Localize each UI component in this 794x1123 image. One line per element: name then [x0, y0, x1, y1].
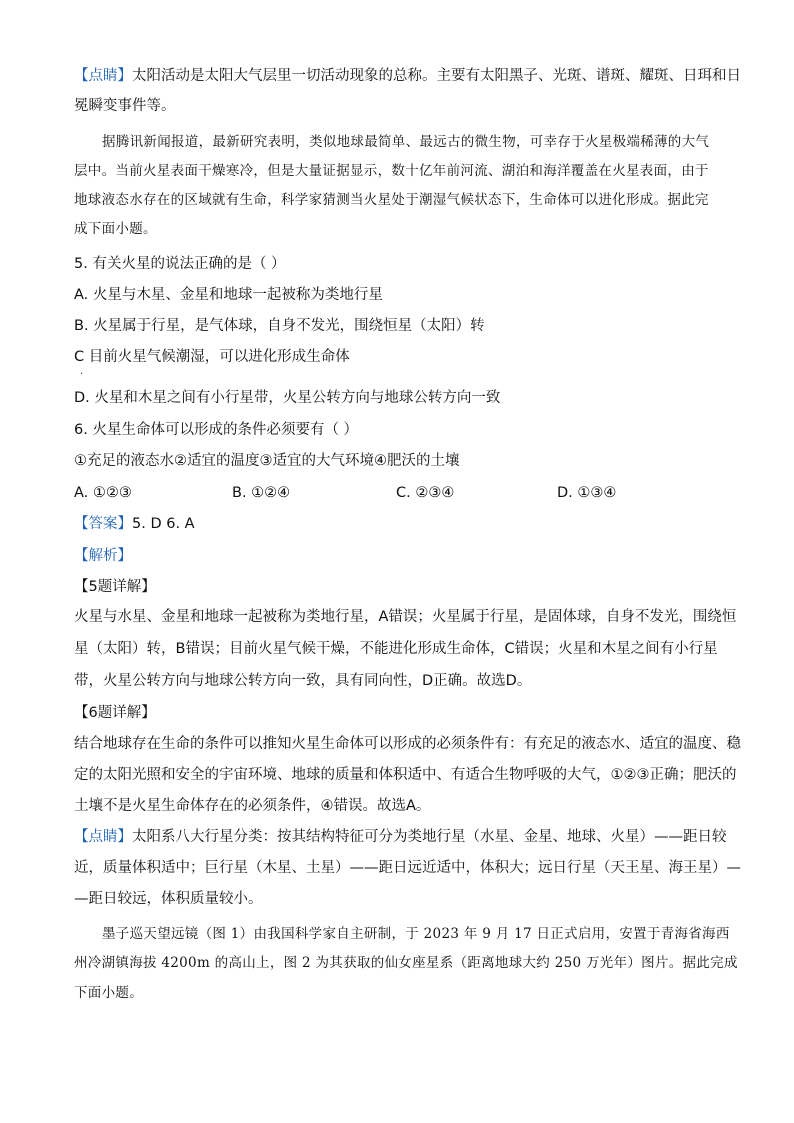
detail-5-tag: 【5题详解】	[74, 579, 156, 595]
detail-6-line: 结合地球存在生命的条件可以推知火星生命体可以形成的必须条件有：有充足的液态水、适宜的温度、稳	[74, 736, 741, 752]
question-5-stem: 5. 有关火星的说法正确的是（ ）	[74, 256, 286, 272]
dianjing-text: 太阳系八大行星分类：按其结构特征可分为类地行星（水星、金星、地球、火星）——距日较	[132, 829, 727, 845]
detail-5-line: 火星与水星、金星和地球一起被称为类地行星，A错误；火星属于行星，是固体球，自身不发光，围绕恒	[74, 609, 737, 625]
analysis-tag: 【解析】	[74, 548, 132, 564]
passage-line: 墨子巡天望远镜（图 1）由我国科学家自主研制，于 2023 年 9 月 17 日正式启用，安置于青海省海西	[102, 926, 730, 942]
detail-6-line: 土壤不是火星生命体存在的必须条件，④错误。故选A。	[74, 798, 431, 814]
question-5-option-b: B. 火星属于行星，是气体球，自身不发光，围绕恒星（太阳）转	[74, 318, 485, 334]
question-5-option-d: D. 火星和木星之间有小行星带，火星公转方向与地球公转方向一致	[74, 390, 501, 406]
dianjing-text-line: 冕瞬变事件等。	[74, 98, 176, 114]
passage-line: 据腾讯新闻报道，最新研究表明，类似地球最简单、最远古的微生物，可幸存于火星极端稀薄的大气	[102, 134, 710, 150]
stray-dot: .	[80, 366, 84, 377]
answer-tag: 【答案】	[74, 516, 132, 532]
answer-text: 5. D 6. A	[132, 516, 195, 532]
question-6-option-b: B. ①②④	[232, 485, 291, 501]
question-6-conditions: ①充足的液态水②适宜的温度③适宜的大气环境④肥沃的土壤	[74, 453, 460, 469]
passage-line: 州冷湖镇海拔 4200m 的高山上，图 2 为其获取的仙女座星系（距离地球大约 250 万光年）图片。据此完成	[74, 955, 738, 971]
passage-line: 层中。当前火星表面干燥寒冷，但是大量证据显示，数十亿年前河流、湖泊和海洋覆盖在火星表面，由于	[74, 163, 709, 179]
question-6-stem: 6. 火星生命体可以形成的条件必须要有（ ）	[74, 422, 359, 438]
question-6-option-d: D. ①③④	[557, 485, 617, 501]
question-6-option-a: A. ①②③	[74, 485, 132, 501]
dianjing-text-line: 近，质量体积适中；巨行星（木星、土星）——距日远近适中，体积大；远日行星（天王星、海王星）—	[74, 860, 741, 876]
dianjing-text: 太阳活动是太阳大气层里一切活动现象的总称。主要有太阳黑子、光斑、谱斑、耀斑、日珥和日	[132, 68, 741, 84]
dianjing-note-1	[74, 66, 741, 86]
dianjing-text-line: —距日较远，体积质量较小。	[74, 891, 263, 907]
question-5-option-c: C 目前火星气候潮湿，可以进化形成生命体	[74, 349, 350, 365]
dianjing-tag: 【点睛】	[74, 829, 132, 845]
passage-line: 成下面小题。	[74, 221, 157, 237]
passage-line: 下面小题。	[74, 985, 143, 1001]
detail-5-line: 带，火星公转方向与地球公转方向一致，具有同向性，D正确。故选D。	[74, 673, 532, 689]
dianjing-note-2	[74, 827, 727, 847]
answer-line	[74, 514, 195, 534]
detail-5-line: 星（太阳）转，B错误；目前火星气候干燥，不能进化形成生命体，C错误；火星和木星之间有小行星	[74, 641, 718, 657]
question-5-option-a: A. 火星与木星、金星和地球一起被称为类地行星	[74, 287, 383, 303]
detail-6-tag: 【6题详解】	[74, 705, 156, 721]
dianjing-tag: 【点睛】	[74, 68, 132, 84]
detail-6-line: 定的太阳光照和安全的宇宙环境、地球的质量和体积适中、有适合生物呼吸的大气，①②③正确；肥沃的	[74, 767, 737, 783]
passage-line: 地球液态水存在的区域就有生命，科学家猜测当火星处于潮湿气候状态下，生命体可以进化形成。据此完	[74, 192, 709, 208]
question-6-option-c: C. ②③④	[396, 485, 455, 501]
